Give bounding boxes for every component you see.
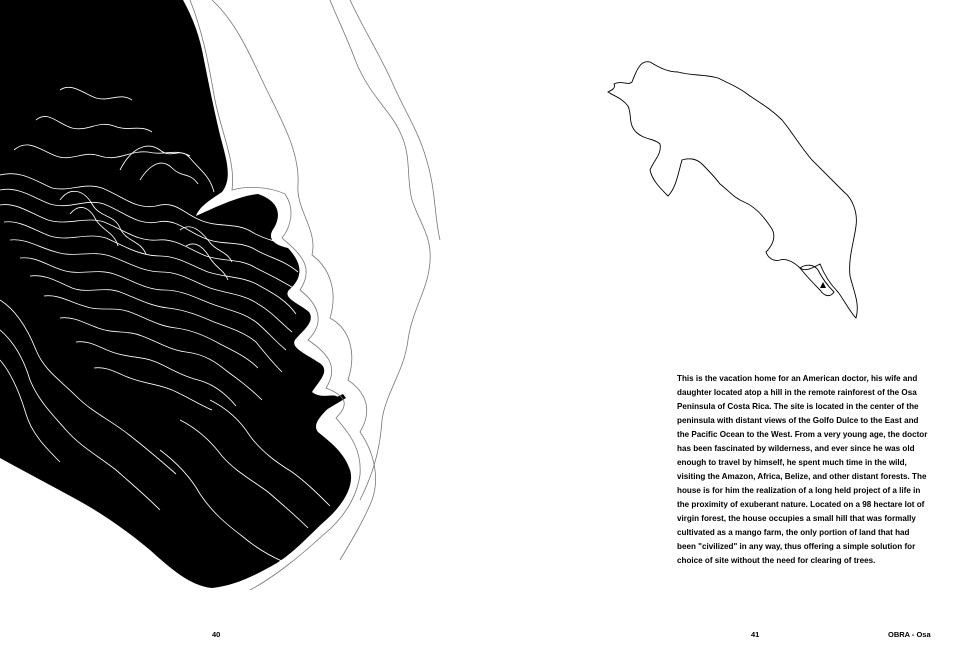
site-marker [820, 282, 826, 288]
running-head: OBRA - Osa [888, 630, 931, 639]
right-page [482, 0, 964, 666]
project-description: This is the vacation home for an American doctor, his wife and daughter located atop a hill in the remote rainforest of the Osa Peninsula of Costa Rica. The site is located in the center of the peninsula with distant views of the Golfo Dulce to the East and the Pacific Ocean to the West. From a very young age, the doctor has been fascinated by wilderness, and ever since he was old enough to travel by himself, he spent much time in the wild, visiting the Amazon, Africa, Belize, and other distant forests. The house is for him the realization of a long held project of a life in the proximity of exuberant nature. Located on a 98 hectare lot of virgin forest, the house occupies a small hill that was formally cultivated as a mango farm, the only portion of land that had been "civilized" in any way, thus offering a simple solution for choice of site without the need for clearing of trees. [677, 374, 928, 565]
page-number-right: 41 [751, 630, 760, 639]
page-number-left: 40 [212, 630, 221, 639]
landmass [0, 0, 351, 588]
costa-rica-outline [608, 62, 857, 318]
